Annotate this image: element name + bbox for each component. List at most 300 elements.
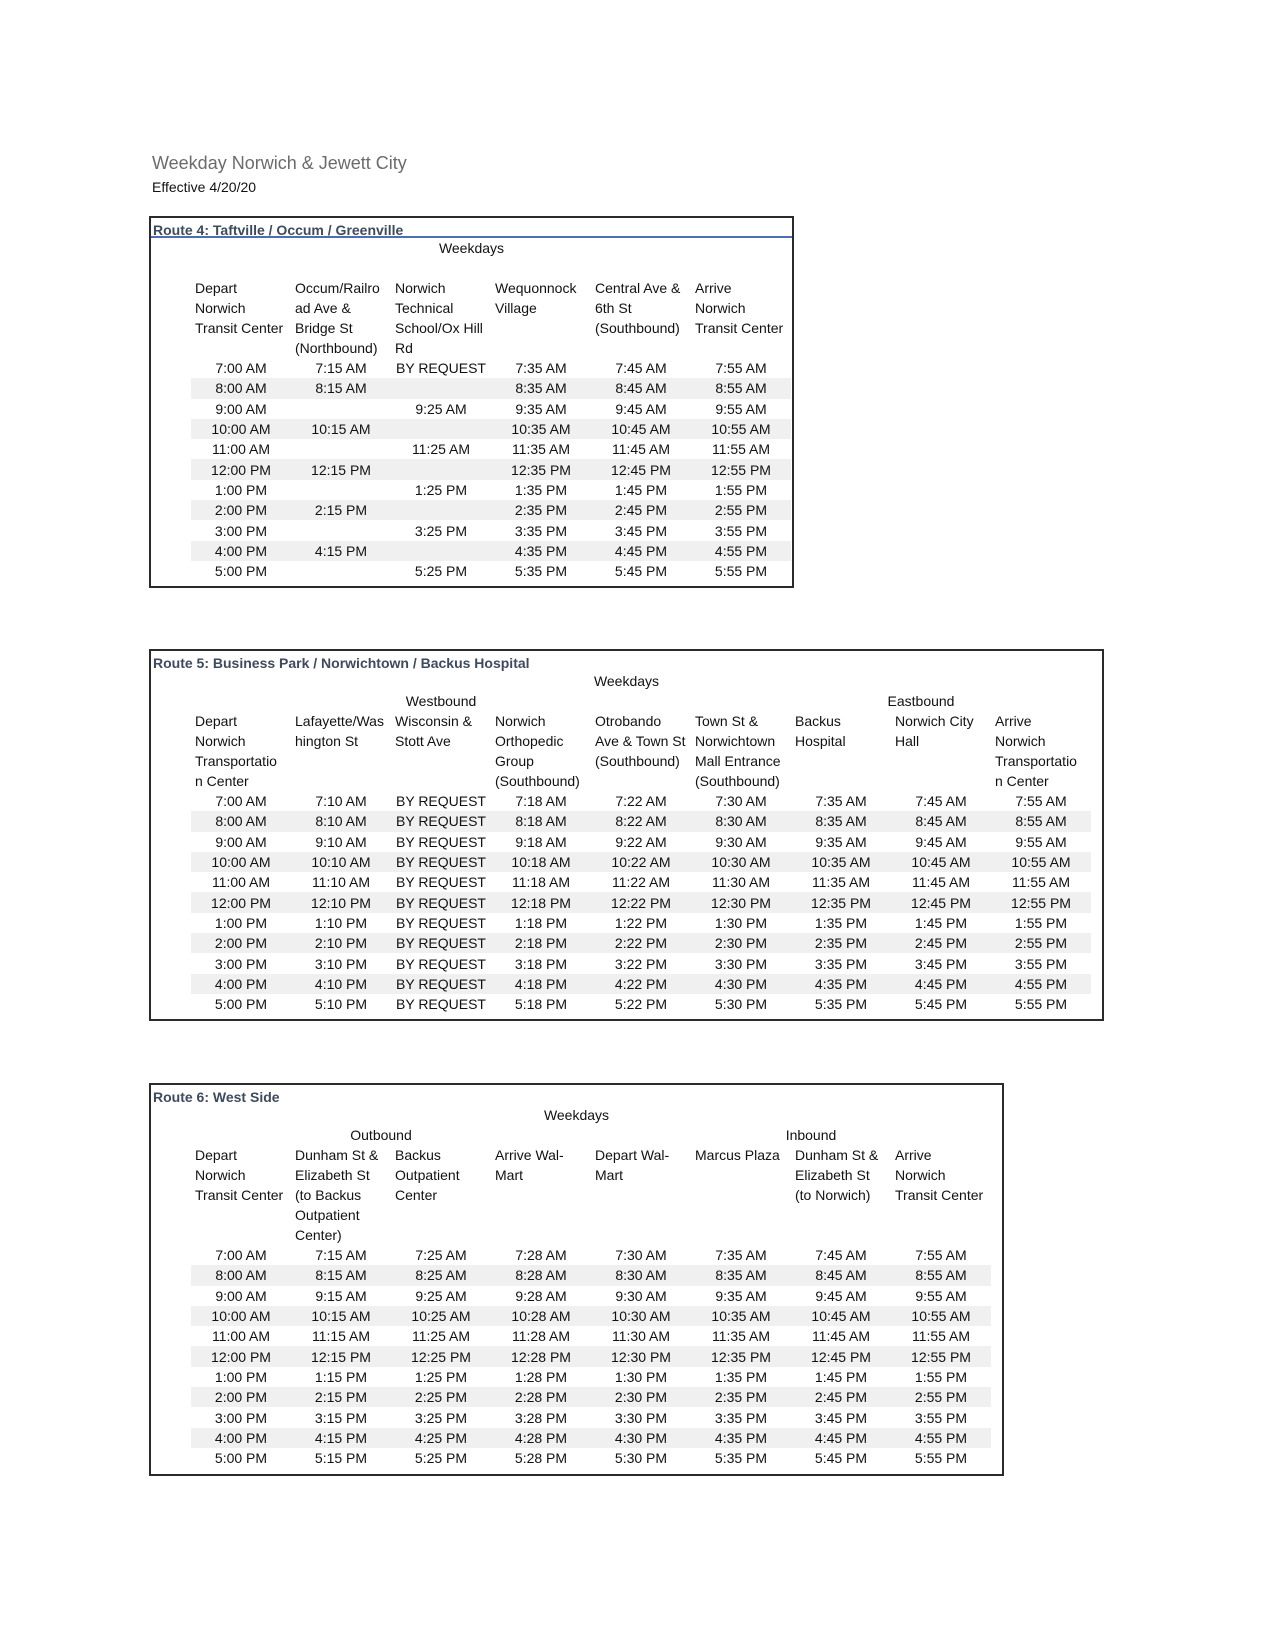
table-cell: 11:45 AM — [811, 1328, 871, 1345]
table-cell: 7:55 AM — [1015, 793, 1067, 810]
table-cell: 1:55 PM — [1014, 914, 1068, 931]
table-cell: 9:30 AM — [715, 833, 767, 850]
table-cell: 2:45 PM — [791, 1387, 891, 1407]
table-cell: 7:18 AM — [515, 793, 567, 810]
table-cell: 11:35 AM — [711, 1328, 771, 1345]
table-cell: 4:35 PM — [691, 1428, 791, 1448]
table-cell: 8:28 AM — [491, 1265, 591, 1285]
document-title: Weekday Norwich & Jewett City — [152, 153, 407, 173]
table-cell: 1:45 PM — [814, 1368, 868, 1385]
table-cell: 10:22 AM — [591, 852, 691, 872]
table-row — [191, 480, 791, 500]
table-cell: 1:22 PM — [614, 914, 668, 931]
table-cell: 4:30 PM — [691, 974, 791, 994]
table-cell: 1:35 PM — [714, 1368, 768, 1385]
table-row — [191, 1367, 991, 1387]
table-cell: 11:22 AM — [611, 874, 671, 891]
table-cell: 12:45 PM — [791, 1346, 891, 1366]
table-row — [191, 1326, 991, 1346]
table-cell: 12:18 PM — [491, 892, 591, 912]
table-cell: 1:35 PM — [514, 481, 568, 498]
table-cell: 7:28 AM — [515, 1247, 567, 1264]
table-cell: 4:55 PM — [691, 541, 791, 561]
table-cell: 1:28 PM — [514, 1368, 568, 1385]
table-cell: 7:55 AM — [715, 360, 767, 377]
table-cell: 7:25 AM — [415, 1247, 467, 1264]
table-cell: 9:00 AM — [215, 400, 267, 417]
table-cell: 3:30 PM — [614, 1409, 668, 1426]
table-cell: 9:35 AM — [515, 400, 567, 417]
table-cell: 9:25 AM — [415, 1287, 467, 1304]
column-header: Norwich Technical School/Ox Hill Rd — [395, 280, 483, 356]
table-cell: 3:00 PM — [214, 955, 268, 972]
table-cell: 8:35 AM — [691, 1265, 791, 1285]
column-headers — [151, 278, 792, 358]
table-cell: 5:55 PM — [1014, 996, 1068, 1013]
table-cell: 2:15 PM — [291, 1387, 391, 1407]
column-header: Norwich Orthopedic Group (Southbound) — [495, 713, 580, 789]
table-cell: 2:35 PM — [691, 1387, 791, 1407]
table-cell: 3:18 PM — [514, 955, 568, 972]
table-row — [191, 892, 1091, 912]
table-cell: BY REQUEST — [396, 833, 486, 850]
table-cell: 5:18 PM — [514, 996, 568, 1013]
table-cell: 1:15 PM — [314, 1368, 368, 1385]
table-cell: 1:00 PM — [214, 481, 268, 498]
table-cell: 8:15 AM — [291, 1265, 391, 1285]
effective-date: Effective 4/20/20 — [152, 179, 257, 195]
table-cell: 5:30 PM — [614, 1450, 668, 1467]
table-cell: 2:18 PM — [491, 933, 591, 953]
table-row — [191, 419, 791, 439]
table-cell: 1:10 PM — [314, 914, 368, 931]
table-cell: 10:00 AM — [191, 852, 291, 872]
table-cell: 8:45 AM — [791, 1265, 891, 1285]
table-cell: 2:30 PM — [691, 933, 791, 953]
table-cell: 3:00 PM — [214, 522, 268, 539]
table-cell: BY REQUEST — [391, 892, 491, 912]
table-cell: 4:18 PM — [491, 974, 591, 994]
table-cell: 8:18 AM — [491, 811, 591, 831]
table-cell: 10:30 AM — [591, 1306, 691, 1326]
table-cell: 12:35 PM — [691, 1346, 791, 1366]
table-cell: 5:15 PM — [314, 1450, 368, 1467]
table-row — [191, 378, 791, 398]
table-cell: 12:55 PM — [991, 892, 1091, 912]
table-cell: 1:30 PM — [614, 1368, 668, 1385]
table-cell: 12:35 PM — [791, 892, 891, 912]
table-cell: 1:55 PM — [714, 481, 768, 498]
table-cell — [391, 459, 491, 479]
table-cell: 9:10 AM — [315, 833, 367, 850]
table-cell: 9:00 AM — [215, 833, 267, 850]
table-cell: 11:55 AM — [911, 1328, 971, 1345]
table-cell: 4:35 PM — [491, 541, 591, 561]
table-cell: 10:10 AM — [291, 852, 391, 872]
table-cell: 11:35 AM — [811, 874, 871, 891]
table-cell: 5:45 PM — [914, 996, 968, 1013]
table-cell: BY REQUEST — [391, 933, 491, 953]
table-cell: 3:55 PM — [914, 1409, 968, 1426]
table-cell: 4:00 PM — [191, 974, 291, 994]
table-row — [191, 1306, 991, 1326]
table-cell: 7:35 AM — [515, 360, 567, 377]
table-cell: 8:25 AM — [391, 1265, 491, 1285]
table-cell: 7:15 AM — [315, 1247, 367, 1264]
table-cell: 5:28 PM — [514, 1450, 568, 1467]
weekdays-label: Weekdays — [543, 1107, 610, 1123]
table-cell: 7:15 AM — [315, 360, 367, 377]
table-cell: 4:35 PM — [791, 974, 891, 994]
table-cell: 5:35 PM — [514, 563, 568, 580]
table-cell: 11:25 AM — [411, 441, 471, 458]
table-row — [191, 1286, 991, 1306]
table-cell: 7:10 AM — [315, 793, 367, 810]
table-cell: 3:35 PM — [814, 955, 868, 972]
table-row — [191, 439, 791, 459]
table-row — [191, 1407, 991, 1427]
table-cell: 5:55 PM — [714, 563, 768, 580]
table-cell: 5:55 PM — [914, 1450, 968, 1467]
table-cell: 3:22 PM — [614, 955, 668, 972]
table-cell: 10:45 AM — [791, 1306, 891, 1326]
table-cell: 5:45 PM — [614, 563, 668, 580]
route-title: Route 4: Taftville / Occum / Greenville — [151, 218, 792, 238]
table-cell: 7:45 AM — [615, 360, 667, 377]
schedule-table — [191, 791, 1091, 1014]
table-cell: 2:28 PM — [491, 1387, 591, 1407]
table-cell: BY REQUEST — [391, 811, 491, 831]
table-cell: 10:30 AM — [691, 852, 791, 872]
table-cell: 11:18 AM — [511, 874, 571, 891]
route-title: Route 6: West Side — [153, 1089, 280, 1105]
table-cell: 8:00 AM — [191, 378, 291, 398]
table-row — [191, 852, 1091, 872]
table-cell: 8:45 AM — [591, 378, 691, 398]
table-cell: 9:35 AM — [715, 1287, 767, 1304]
table-cell: 12:15 PM — [291, 459, 391, 479]
table-cell: 5:00 PM — [214, 996, 268, 1013]
direction-inbound: Inbound — [785, 1127, 837, 1143]
table-cell: 7:00 AM — [215, 1247, 267, 1264]
table-cell: 3:15 PM — [314, 1409, 368, 1426]
table-cell: 4:55 PM — [891, 1428, 991, 1448]
table-row — [191, 1346, 991, 1366]
table-cell: 12:00 PM — [191, 1346, 291, 1366]
table-cell: 11:35 AM — [511, 441, 571, 458]
table-cell: 1:30 PM — [714, 914, 768, 931]
table-cell: 4:15 PM — [291, 1428, 391, 1448]
table-cell: 3:35 PM — [514, 522, 568, 539]
table-cell: 5:22 PM — [614, 996, 668, 1013]
table-cell: 11:10 AM — [311, 874, 371, 891]
table-cell: 10:45 AM — [591, 419, 691, 439]
route-4-schedule — [149, 216, 794, 588]
table-cell: 12:35 PM — [491, 459, 591, 479]
table-cell: 1:35 PM — [814, 914, 868, 931]
table-cell: 8:00 AM — [191, 1265, 291, 1285]
table-cell: 7:45 AM — [915, 793, 967, 810]
table-cell: 2:45 PM — [891, 933, 991, 953]
direction-row — [151, 1125, 1002, 1145]
table-cell: 3:28 PM — [514, 1409, 568, 1426]
direction-eastbound: Eastbound — [887, 693, 955, 709]
weekdays-label: Weekdays — [593, 673, 660, 689]
column-header: Arrive Norwich Transit Center — [895, 1147, 984, 1203]
table-cell: 5:25 PM — [414, 1450, 468, 1467]
table-cell: 5:30 PM — [714, 996, 768, 1013]
table-cell: 7:35 AM — [715, 1247, 767, 1264]
table-cell: 9:30 AM — [615, 1287, 667, 1304]
table-cell — [391, 541, 491, 561]
table-cell: 1:45 PM — [914, 914, 968, 931]
table-cell: 4:45 PM — [591, 541, 691, 561]
table-cell: 9:22 AM — [615, 833, 667, 850]
table-cell: 5:35 PM — [814, 996, 868, 1013]
table-cell: 8:22 AM — [591, 811, 691, 831]
table-cell: 2:45 PM — [591, 500, 691, 520]
table-cell: 12:15 PM — [291, 1346, 391, 1366]
table-cell: 12:30 PM — [591, 1346, 691, 1366]
table-cell: 3:10 PM — [314, 955, 368, 972]
table-cell — [291, 480, 391, 500]
table-cell: 10:55 AM — [891, 1306, 991, 1326]
table-row — [191, 913, 1091, 933]
route-title: Route 5: Business Park / Norwichtown / Backus Hospital — [153, 655, 530, 671]
table-cell: 12:00 PM — [191, 892, 291, 912]
direction-westbound: Westbound — [405, 693, 477, 709]
table-cell: 9:45 AM — [915, 833, 967, 850]
table-cell: 10:15 AM — [291, 419, 391, 439]
table-cell: BY REQUEST — [396, 360, 486, 377]
table-row — [191, 1428, 991, 1448]
weekdays-label: Weekdays — [438, 240, 505, 256]
table-cell: 11:00 AM — [211, 1328, 271, 1345]
table-cell: 2:15 PM — [291, 500, 391, 520]
table-cell: BY REQUEST — [391, 852, 491, 872]
table-row — [191, 1245, 991, 1265]
table-cell: 4:30 PM — [591, 1428, 691, 1448]
table-cell: 9:45 AM — [615, 400, 667, 417]
table-cell: 8:35 AM — [491, 378, 591, 398]
column-header: Wisconsin & Stott Ave — [395, 713, 473, 749]
table-cell: BY REQUEST — [396, 793, 486, 810]
column-header: Arrive Norwich Transit Center — [695, 280, 784, 336]
column-headers — [151, 1145, 1002, 1245]
table-cell: 3:55 PM — [714, 522, 768, 539]
table-row — [191, 933, 1091, 953]
table-cell: 5:35 PM — [714, 1450, 768, 1467]
table-cell: 11:25 AM — [411, 1328, 471, 1345]
table-cell: 9:45 AM — [815, 1287, 867, 1304]
table-cell: 3:35 PM — [714, 1409, 768, 1426]
table-row — [191, 561, 791, 581]
table-cell: BY REQUEST — [396, 874, 486, 891]
table-cell: 4:00 PM — [191, 1428, 291, 1448]
table-cell: 10:55 AM — [991, 852, 1091, 872]
table-cell: 8:30 AM — [591, 1265, 691, 1285]
table-cell: 11:55 AM — [711, 441, 771, 458]
table-cell: 4:10 PM — [291, 974, 391, 994]
table-row — [191, 1265, 991, 1285]
table-cell: 12:45 PM — [891, 892, 991, 912]
table-cell — [291, 561, 391, 581]
table-cell: 2:10 PM — [291, 933, 391, 953]
table-cell: 10:35 AM — [491, 419, 591, 439]
table-cell: 10:00 AM — [191, 419, 291, 439]
table-cell: 9:55 AM — [915, 1287, 967, 1304]
table-cell: 9:18 AM — [515, 833, 567, 850]
route-5-schedule — [149, 649, 1104, 1021]
table-cell: 7:22 AM — [615, 793, 667, 810]
column-header: Lafayette/Was hington St — [295, 713, 384, 749]
table-cell: 2:35 PM — [791, 933, 891, 953]
table-cell: 3:45 PM — [914, 955, 968, 972]
table-row — [191, 399, 791, 419]
table-cell: 10:25 AM — [391, 1306, 491, 1326]
table-row — [191, 520, 791, 540]
table-cell: 8:30 AM — [691, 811, 791, 831]
table-cell: 10:15 AM — [291, 1306, 391, 1326]
table-cell: 2:55 PM — [891, 1387, 991, 1407]
table-row — [191, 832, 1091, 852]
table-cell: 3:45 PM — [614, 522, 668, 539]
table-row — [191, 541, 791, 561]
column-header: Norwich City Hall — [895, 713, 974, 749]
table-cell: 11:30 AM — [611, 1328, 671, 1345]
table-cell — [291, 439, 391, 459]
table-cell: 11:45 AM — [611, 441, 671, 458]
table-cell: 10:00 AM — [191, 1306, 291, 1326]
table-cell: 11:30 AM — [711, 874, 771, 891]
table-cell: 12:55 PM — [891, 1346, 991, 1366]
table-cell: 9:15 AM — [315, 1287, 367, 1304]
table-cell: 1:25 PM — [414, 1368, 468, 1385]
table-cell: 1:18 PM — [514, 914, 568, 931]
table-row — [191, 1448, 991, 1468]
table-cell: 3:45 PM — [814, 1409, 868, 1426]
table-cell: 2:25 PM — [391, 1387, 491, 1407]
column-header: Central Ave & 6th St (Southbound) — [595, 280, 681, 336]
table-cell: 2:35 PM — [491, 500, 591, 520]
table-cell: 12:25 PM — [391, 1346, 491, 1366]
table-cell: 8:35 AM — [791, 811, 891, 831]
table-cell: 7:30 AM — [615, 1247, 667, 1264]
table-cell: 1:00 PM — [214, 914, 268, 931]
table-cell: 12:28 PM — [491, 1346, 591, 1366]
table-row — [191, 1387, 991, 1407]
table-cell: 8:55 AM — [891, 1265, 991, 1285]
table-cell: 2:00 PM — [191, 933, 291, 953]
table-cell: 12:30 PM — [691, 892, 791, 912]
table-cell: 9:28 AM — [515, 1287, 567, 1304]
table-cell — [291, 520, 391, 540]
table-cell: 7:00 AM — [215, 793, 267, 810]
table-cell: 2:55 PM — [691, 500, 791, 520]
table-cell: 11:28 AM — [511, 1328, 571, 1345]
table-cell: 4:28 PM — [491, 1428, 591, 1448]
table-cell: 10:28 AM — [491, 1306, 591, 1326]
table-cell: 9:55 AM — [1015, 833, 1067, 850]
table-row — [191, 500, 791, 520]
column-header: Depart Wal- Mart — [595, 1147, 670, 1183]
table-cell: 12:10 PM — [291, 892, 391, 912]
table-cell: 8:10 AM — [291, 811, 391, 831]
route-6-schedule — [149, 1083, 1004, 1476]
table-cell: 5:10 PM — [314, 996, 368, 1013]
table-cell: 4:55 PM — [991, 974, 1091, 994]
column-headers — [151, 711, 1102, 791]
schedule-table — [191, 358, 791, 581]
table-cell: 10:35 AM — [691, 1306, 791, 1326]
column-header: Otrobando Ave & Town St (Southbound) — [595, 713, 686, 769]
table-cell: 9:00 AM — [215, 1287, 267, 1304]
table-cell: 4:22 PM — [591, 974, 691, 994]
table-row — [191, 791, 1091, 811]
table-row — [191, 459, 791, 479]
table-cell: 3:55 PM — [1014, 955, 1068, 972]
table-cell: 11:55 AM — [1011, 874, 1071, 891]
table-cell: BY REQUEST — [396, 955, 486, 972]
table-cell: 7:55 AM — [915, 1247, 967, 1264]
table-cell: 9:25 AM — [415, 400, 467, 417]
table-cell: BY REQUEST — [391, 974, 491, 994]
table-cell: 12:22 PM — [591, 892, 691, 912]
table-cell: 5:00 PM — [214, 1450, 268, 1467]
table-cell: 9:55 AM — [715, 400, 767, 417]
table-row — [191, 872, 1091, 892]
direction-row — [151, 691, 1102, 711]
table-cell: 4:00 PM — [191, 541, 291, 561]
table-cell: 11:00 AM — [211, 441, 271, 458]
table-cell: 8:00 AM — [191, 811, 291, 831]
direction-outbound: Outbound — [350, 1127, 412, 1143]
table-cell: 2:00 PM — [191, 500, 291, 520]
table-cell: 7:30 AM — [715, 793, 767, 810]
table-row — [191, 358, 791, 378]
table-cell: 10:18 AM — [491, 852, 591, 872]
table-cell — [391, 500, 491, 520]
table-cell — [391, 378, 491, 398]
column-header: Depart Norwich Transit Center — [195, 280, 284, 336]
table-cell — [291, 399, 391, 419]
column-header: Dunham St & Elizabeth St (to Norwich) — [795, 1147, 879, 1203]
table-cell: 10:55 AM — [691, 419, 791, 439]
table-cell: 2:22 PM — [591, 933, 691, 953]
column-header: Arrive Norwich Transportatio n Center — [995, 713, 1077, 789]
table-cell: 3:25 PM — [414, 1409, 468, 1426]
table-cell: 10:35 AM — [791, 852, 891, 872]
table-cell: 2:00 PM — [191, 1387, 291, 1407]
table-cell: 10:45 AM — [891, 852, 991, 872]
column-header: Backus Outpatient Center — [395, 1147, 460, 1203]
table-row — [191, 994, 1091, 1014]
column-header: Occum/Railro ad Ave & Bridge St (Northbound) — [295, 280, 380, 356]
table-cell: 8:55 AM — [991, 811, 1091, 831]
table-cell: 11:45 AM — [911, 874, 971, 891]
table-cell: BY REQUEST — [396, 996, 486, 1013]
table-cell: 12:45 PM — [591, 459, 691, 479]
table-row — [191, 811, 1091, 831]
column-header: Town St & Norwichtown Mall Entrance (Southbound) — [695, 713, 781, 789]
schedule-table — [191, 1245, 991, 1468]
column-header: Depart Norwich Transportatio n Center — [195, 713, 277, 789]
table-cell: 4:25 PM — [391, 1428, 491, 1448]
table-cell: 11:00 AM — [211, 874, 271, 891]
table-cell: 4:45 PM — [791, 1428, 891, 1448]
table-cell: 5:45 PM — [814, 1450, 868, 1467]
column-header: Marcus Plaza — [695, 1147, 780, 1163]
